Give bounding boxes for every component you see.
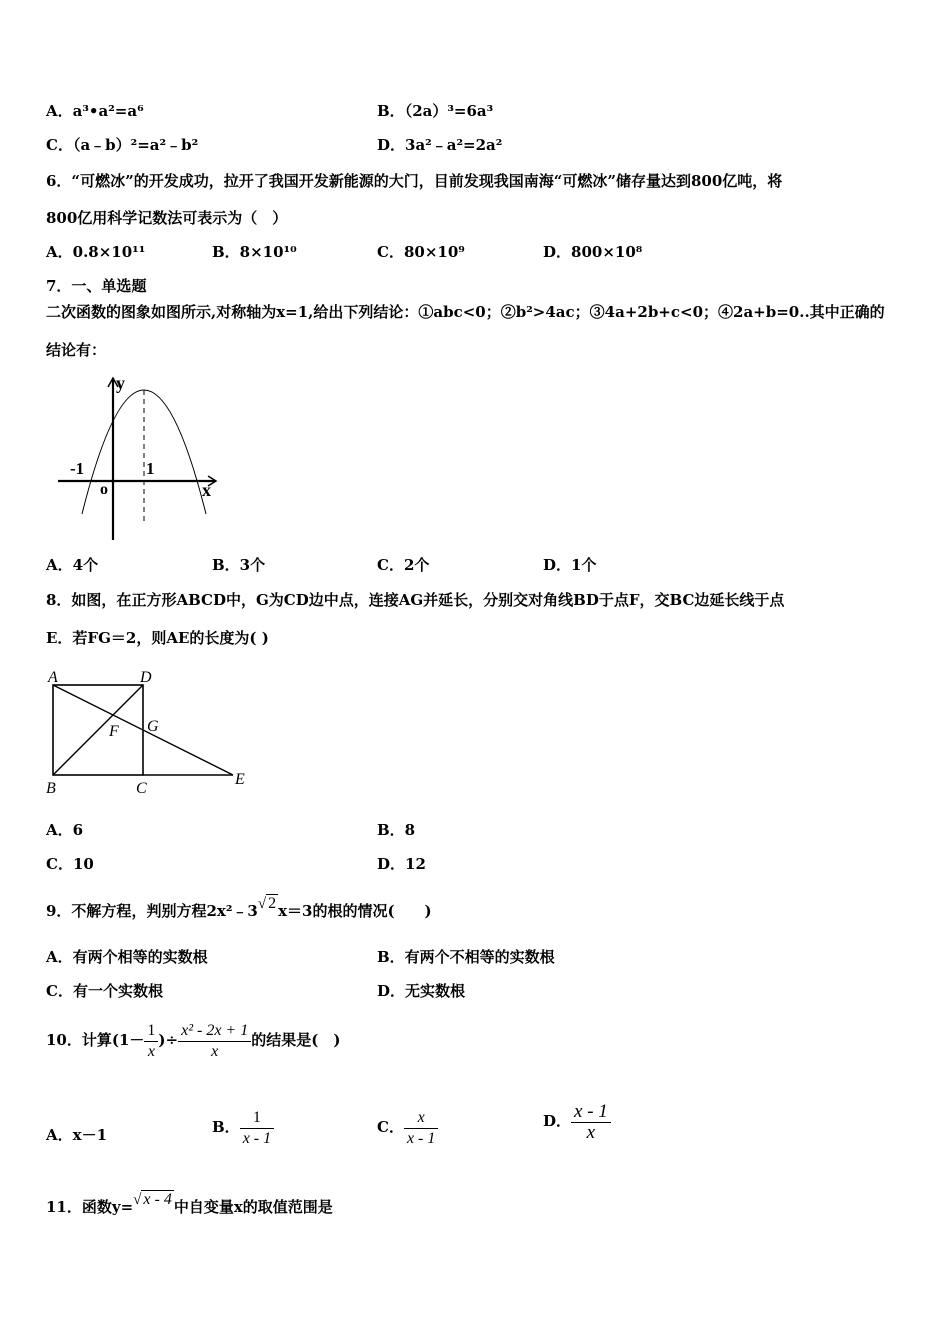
q9-sqrt: √ 2 [257, 895, 277, 912]
q10-option-d: D． $\frac{x - 1}{x}$ [543, 1100, 611, 1143]
q10-option-d-fraction: $\frac{x - 1}{x}$ [571, 1102, 611, 1143]
q10-fraction-polynomial: $\frac{\text{x² - 2x + 1}}{x}$ [178, 1021, 251, 1062]
q8-stem-line1: 8．如图，在正方形ABCD中，G为CD边中点，连接AG并延长，分别交对角线BD于点F，交BC边延长线于点 [46, 591, 785, 609]
q8-square-figure [40, 663, 260, 803]
point-e-label: E [235, 771, 245, 788]
q5-option-a-text: a³•a²=a⁶ [72, 102, 144, 120]
q6-option-d: D．800×10⁸ [543, 243, 643, 261]
q10-option-c: C． $\frac{x}{x - 1}$ [377, 1106, 438, 1149]
q7-parabola-graph [50, 368, 230, 548]
q7-option-a: A．4个 [46, 556, 99, 574]
q9-option-c: C．有一个实数根 [46, 982, 163, 1000]
one-label: 1 [146, 459, 155, 478]
q7-option-b: B．3个 [212, 556, 266, 574]
q7-stem-line2: 结论有： [46, 341, 107, 359]
q7-option-d: D．1个 [543, 556, 597, 574]
point-c-label: C [136, 780, 147, 797]
point-d-label: D [140, 669, 152, 686]
point-a-label: A [48, 669, 58, 686]
q5-option-a: A．a³•a²=a⁶ [46, 102, 144, 120]
q6-option-c: C．80×10⁹ [377, 243, 465, 261]
q10-option-a: A．x－1 [46, 1126, 108, 1144]
origin-label: o [100, 481, 108, 498]
q5-option-b-text: （2a）³=6a³ [404, 102, 494, 120]
q7-stem-line1: 二次函数的图象如图所示,对称轴为x=1,给出下列结论：①abc<0；②b²>4ac；③4a+2b+c<0；④2a+b=0..其中正确的 [46, 303, 885, 321]
q7-header: 7．一、单选题 [46, 277, 147, 295]
q10-option-c-fraction: $\frac{x}{x - 1}$ [404, 1108, 438, 1149]
q6-stem-line2: 800亿用科学记数法可表示为（ ） [46, 209, 288, 227]
q10-fraction-1-over-x: $\frac{1}{x}$ [144, 1021, 158, 1062]
q5-option-c-text: （a﹣b）²=a²﹣b² [72, 136, 199, 154]
q9-option-d: D．无实数根 [377, 982, 466, 1000]
q5-option-c: C．（a﹣b）²=a²﹣b² [46, 136, 199, 154]
q6-stem-line1: 6．“可燃冰”的开发成功，拉开了我国开发新能源的大门，目前发现我国南海“可燃冰”储存量达到800亿吨，将 [46, 172, 783, 190]
q11-stem: 11．函数y=√ x - 4 中自变量x的取值范围是 [46, 1191, 333, 1216]
q5-option-d-text: 3a²﹣a²=2a² [405, 136, 503, 154]
q9-stem: 9．不解方程，判别方程2x²﹣3√ 2 x＝3的根的情况( ) [46, 895, 432, 920]
point-b-label: B [46, 780, 56, 797]
q6-option-b: B．8×10¹⁰ [212, 243, 297, 261]
q8-stem-line2: E．若FG＝2，则AE的长度为( ) [46, 629, 269, 647]
q11-sqrt: √ x - 4 [133, 1191, 172, 1208]
point-f-label: F [109, 723, 119, 740]
neg-one-label: -1 [70, 459, 85, 478]
q5-option-d: D．3a²﹣a²=2a² [377, 136, 503, 154]
q10-stem: 10．计算(1－ $\frac{1}{x}$ )÷ $\frac{\text{x² - 2x + 1}}{x}$ 的结果是( ) [46, 1021, 341, 1060]
diagonal-bd [53, 685, 143, 775]
q8-option-d: D．12 [377, 855, 426, 873]
q10-option-b: B． $\frac{1}{x - 1}$ [212, 1106, 274, 1149]
y-axis-label: y [116, 373, 125, 393]
q8-option-c: C．10 [46, 855, 94, 873]
q9-option-a: A．有两个相等的实数根 [46, 948, 208, 966]
q8-option-a: A．6 [46, 821, 84, 839]
q5-option-b: B．（2a）³=6a³ [377, 102, 494, 120]
q9-option-b: B．有两个不相等的实数根 [377, 948, 555, 966]
x-axis-label: x [202, 480, 211, 500]
q8-option-b: B．8 [377, 821, 416, 839]
q7-option-c: C．2个 [377, 556, 430, 574]
q10-option-b-fraction: $\frac{1}{x - 1}$ [240, 1108, 274, 1149]
point-g-label: G [147, 718, 159, 735]
q6-option-a: A．0.8×10¹¹ [46, 243, 146, 261]
